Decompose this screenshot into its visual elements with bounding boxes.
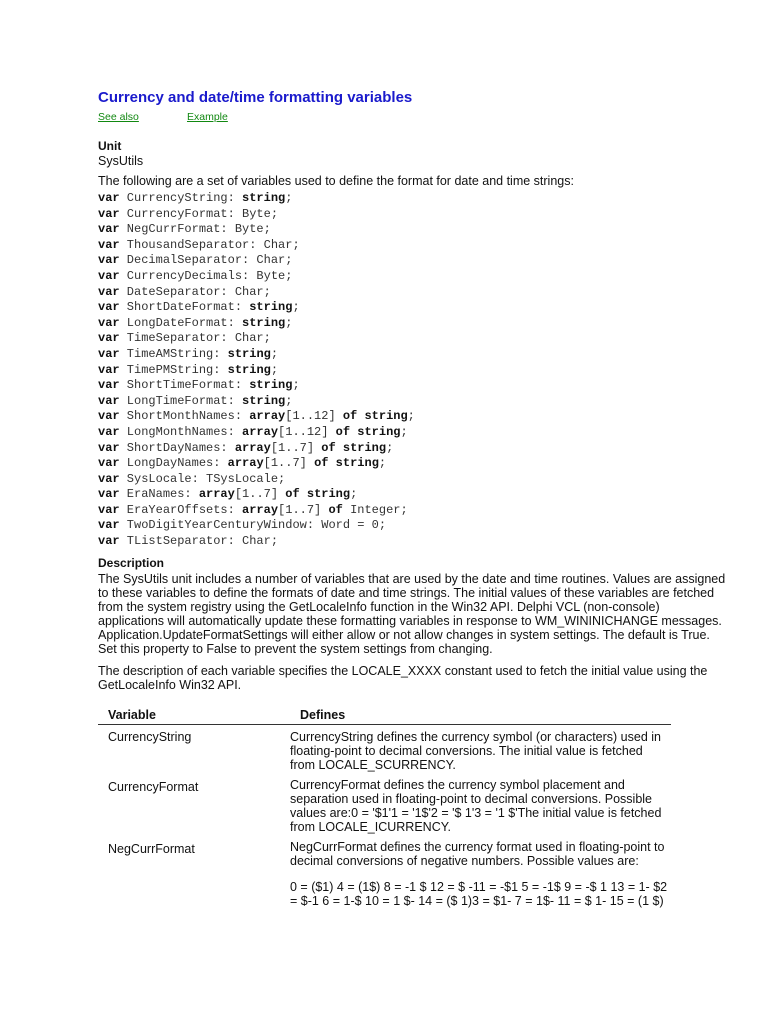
declaration-text: TimeAMString: <box>119 346 228 361</box>
declaration-text: ThousandSeparator: Char; <box>119 237 300 252</box>
type-keyword: string <box>242 393 286 408</box>
declaration-line <box>98 253 728 269</box>
defines-cell: CurrencyFormat defines the currency symbol placement and separation used in floating-point to decimal conversions. Possible values are:0 = '$1'1 = '1$'2 = '$ 1'3 = '1 $'The initial value is fetched from LOCALE_ICURRENCY. <box>290 777 662 834</box>
type-keyword: string <box>242 191 286 205</box>
declaration-line <box>98 238 728 254</box>
declaration-line <box>98 378 728 394</box>
var-keyword: var <box>98 471 120 486</box>
type-keyword: array <box>249 409 286 424</box>
type-keyword: of <box>328 502 343 517</box>
declaration-text: ShortMonthNames: <box>119 409 250 424</box>
var-keyword: var <box>98 268 120 283</box>
declarations-code-block <box>98 191 728 550</box>
type-keyword: array <box>198 487 235 502</box>
var-keyword: var <box>98 284 120 299</box>
declaration-text: ; <box>378 456 387 471</box>
declaration-text: [1..7] <box>263 456 315 471</box>
declaration-text: ; <box>285 393 293 408</box>
declaration-text: EraYearOffsets: <box>119 502 243 517</box>
declaration-text: [1..7] <box>270 440 322 455</box>
var-keyword: var <box>98 300 120 315</box>
declaration-text: TListSeparator: Char; <box>119 534 279 549</box>
var-keyword: var <box>98 346 120 361</box>
var-keyword: var <box>98 222 120 237</box>
type-keyword: of string <box>314 456 379 471</box>
defines-cell <box>290 834 671 908</box>
declaration-text: CurrencyString: <box>119 191 243 205</box>
declaration-text: TimeSeparator: Char; <box>119 331 271 346</box>
var-keyword: var <box>98 253 120 268</box>
declaration-text: ; <box>386 440 394 455</box>
type-keyword: array <box>227 456 264 471</box>
possible-values-text: 0 = ($1) 4 = (1$) 8 = -1 $ 12 = $ -11 = -$1 5 = -1$ 9 = -$ 1 13 = 1- $2 = $-1 6 = 1-$ 10 = 1 $- 14 = ($ 1)3 = $1- 7 = 1$- 11 = $ 1- 15 = (1 $) <box>290 879 668 908</box>
declaration-line <box>98 347 728 363</box>
topic-links <box>98 110 728 124</box>
var-keyword: var <box>98 456 120 471</box>
declaration-line <box>98 300 728 316</box>
variable-name-cell: CurrencyFormat <box>108 779 199 794</box>
declaration-text: DecimalSeparator: Char; <box>119 253 293 268</box>
var-keyword: var <box>98 424 120 439</box>
var-keyword: var <box>98 534 120 549</box>
type-keyword: string <box>242 315 286 330</box>
declaration-text: LongDateFormat: <box>119 315 243 330</box>
declaration-line <box>98 363 728 379</box>
var-keyword: var <box>98 362 120 377</box>
declaration-text: ; <box>270 346 279 361</box>
var-keyword: var <box>98 393 120 408</box>
var-keyword: var <box>98 237 120 252</box>
column-header-defines: Defines <box>290 708 671 725</box>
description-paragraph: The SysUtils unit includes a number of variables that are used by the date and time routines. Values are assigned to these variables to define the formats of date and time strings. The initial values of these variables are fetched from the system registry using the GetLocaleInfo function in the Win32 API. Delphi VCL (non-console) applications will automatically update these formatting variables in response to WM_WININICHANGE messages. Application.UpdateFormatSettings will either allow or not allow changes in system settings. The default is True. Set this property to False to prevent the system settings from changing. <box>98 571 726 656</box>
declaration-line <box>98 222 728 238</box>
var-keyword: var <box>98 378 120 393</box>
table-row <box>98 834 671 908</box>
var-keyword: var <box>98 409 120 424</box>
declaration-line <box>98 456 728 472</box>
column-header-variable: Variable <box>98 708 290 725</box>
declaration-line <box>98 394 728 410</box>
type-keyword: of string <box>335 424 401 439</box>
declaration-line <box>98 331 728 347</box>
variable-name-cell: CurrencyString <box>108 729 192 744</box>
declaration-line <box>98 191 728 207</box>
declaration-text: ShortDateFormat: <box>119 300 250 315</box>
unit-heading: Unit <box>98 139 122 153</box>
variable-name-cell: NegCurrFormat <box>108 841 195 856</box>
table-row <box>98 724 671 772</box>
declaration-text: ; <box>407 409 415 424</box>
declaration-text: EraNames: <box>119 487 199 502</box>
var-keyword: var <box>98 502 120 517</box>
description-heading: Description <box>98 555 165 570</box>
type-keyword: array <box>242 502 279 517</box>
declaration-text: ; <box>285 315 293 330</box>
declaration-text: TimePMString: <box>119 362 228 377</box>
declaration-text: LongMonthNames: <box>119 424 243 439</box>
type-keyword: array <box>242 424 279 439</box>
declaration-line <box>98 441 728 457</box>
declaration-text: DateSeparator: Char; <box>119 284 271 299</box>
declaration-text: NegCurrFormat: Byte; <box>119 222 271 237</box>
var-keyword: var <box>98 440 120 455</box>
declaration-text: ; <box>285 191 293 205</box>
type-keyword: string <box>227 346 271 361</box>
declaration-text: ; <box>292 300 300 315</box>
type-keyword: string <box>249 378 293 393</box>
declaration-text: ; <box>270 362 279 377</box>
var-keyword: var <box>98 206 120 221</box>
declaration-text: SysLocale: TSysLocale; <box>119 471 286 486</box>
intro-text: The following are a set of variables used to define the format for date and time strings: <box>98 174 574 188</box>
declaration-line <box>98 269 728 285</box>
table-row <box>98 772 671 834</box>
declaration-text: ShortDayNames: <box>119 440 235 455</box>
declaration-line <box>98 316 728 332</box>
variables-table <box>98 708 671 908</box>
declaration-text: CurrencyDecimals: Byte; <box>119 268 293 283</box>
type-keyword: array <box>234 440 271 455</box>
declaration-text: ShortTimeFormat: <box>119 378 250 393</box>
var-keyword: var <box>98 191 120 205</box>
example-link[interactable]: Example <box>187 111 228 123</box>
declaration-text: LongTimeFormat: <box>119 393 243 408</box>
declaration-line <box>98 503 728 519</box>
type-keyword: of string <box>321 440 387 455</box>
declaration-line <box>98 285 728 301</box>
declaration-text: ; <box>292 378 300 393</box>
declaration-text: TwoDigitYearCenturyWindow: Word = 0; <box>119 518 387 533</box>
table-header-row <box>98 708 671 725</box>
type-keyword: string <box>249 300 293 315</box>
declaration-text: ; <box>350 487 358 502</box>
defines-cell: CurrencyString defines the currency symbol (or characters) used in floating-point to decimal conversions. The initial value is fetched from LOCALE_SCURRENCY. <box>290 729 661 772</box>
page-title: Currency and date/time formatting variables <box>98 89 413 106</box>
unit-value: SysUtils <box>98 154 144 168</box>
declaration-line <box>98 409 728 425</box>
declaration-text: LongDayNames: <box>119 456 228 471</box>
declaration-line <box>98 534 728 550</box>
declaration-text: [1..7] <box>234 487 286 502</box>
defines-text: NegCurrFormat defines the currency format used in floating-point to decimal conversions of negative numbers. Possible values are: <box>290 839 665 868</box>
declaration-line <box>98 518 728 534</box>
declaration-text: [1..12] <box>285 409 343 424</box>
declaration-text: [1..12] <box>278 424 336 439</box>
declaration-text: ; <box>400 424 408 439</box>
var-keyword: var <box>98 518 120 533</box>
declaration-text: CurrencyFormat: Byte; <box>119 206 279 221</box>
description-paragraph-2: The description of each variable specifies the LOCALE_XXXX constant used to fetch the initial value using the GetLocaleInfo Win32 API. <box>98 663 708 692</box>
declaration-line <box>98 425 728 441</box>
var-keyword: var <box>98 487 120 502</box>
declaration-text: Integer; <box>342 502 408 517</box>
type-keyword: string <box>227 362 271 377</box>
declaration-text: [1..7] <box>278 502 329 517</box>
declaration-line <box>98 207 728 223</box>
type-keyword: of string <box>342 409 408 424</box>
type-keyword: of string <box>285 487 351 502</box>
see-also-link[interactable]: See also <box>98 111 139 123</box>
declaration-line <box>98 487 728 503</box>
var-keyword: var <box>98 331 120 346</box>
var-keyword: var <box>98 315 120 330</box>
declaration-line <box>98 472 728 488</box>
